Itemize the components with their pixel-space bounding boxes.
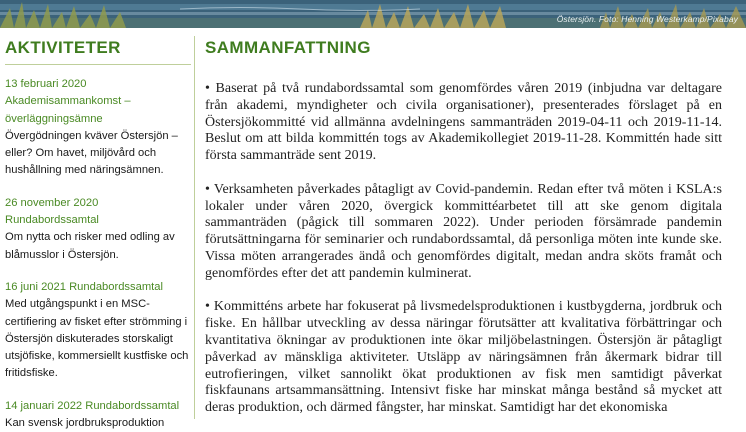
summary-point: • Baserat på två rundabordssamtal som genomfördes våren 2019 (inbjudna var deltagare från akademi, myndigheter och civila organisationer), presenterades förslaget på en Östersjökommitté vid allmänna avdelningens sammanträden 2019-04-11 och 2019-11-14. Beslut om att bilda kommittén togs av Akademikollegiet 2019-11-28. Kommittén hade sitt första sammanträde sent 2019. [205,81,722,164]
summary-heading: SAMMANFATTNING [205,38,371,57]
summary-points [205,81,722,417]
activities-heading: AKTIVITETER [5,38,191,65]
activity-item [5,398,191,432]
column-divider [194,36,195,419]
activity-description: Med utgångspunkt i en MSC-certifiering av fisket efter strömming i Östersjön diskuterades storskaligt utsjöfiske, kommersiellt kustfiske och fritidsfiske. [5,298,189,380]
photo-credit: Östersjön. Foto: Henning Westerkamp/Pixabay [556,14,738,24]
activity-description: Kan svensk jordbruksproduktion [5,417,165,430]
summary-column [205,38,722,419]
activity-item [5,195,191,264]
header-photo [0,0,746,28]
activity-title: 13 februari 2020 Akademisammankomst – överläggningsämne [5,78,131,125]
activity-description: Om nytta och risker med odling av blåmusslor i Östersjön. [5,231,175,261]
summary-point: • Verksamheten påverkades påtagligt av Covid-pandemin. Redan efter två möten i KSLA:s lokaler under våren 2020, övergick kommittéarbetet till att ske genom digitala sammanträden (pågick till sommaren 2022). Under perioden försämrade pandemin förutsättningarna för seminarier och rundabordssamtal, då personliga möten inte kunde ske. Vissa möten arrangerades ändå och genomfördes digitalt, medan andra sköts framåt och genomfördes efter det att pandemin kulminerat. [205,181,722,281]
activity-description: Övergödningen kväver Östersjön – eller? Om havet, miljövård och hushållning med näringsämnen. [5,129,178,177]
summary-point: • Kommitténs arbete har fokuserat på livsmedelsproduktionen i kustbygderna, jordbruk och fiske. En hållbar utveckling av dessa näringar förutsätter att kvalitativa förbättringar och kvantitativa ökningar av produktionen inte ökar miljöbelastningen. Östersjön är påtagligt påverkad av mänskliga aktiviteter. Utsläpp av näringsämnen från åkermark bidrar till eutrofieringen, vilket sannolikt ökat produktionen av fisk men samtidigt påverkat fiskfaunans artsammansättning. Intensivt fiske har minskat många bestånd så mycket att deras produktion, och därmed fångster, har minskat. Samtidigt har det ekonomiska [205,299,722,416]
activity-title: 14 januari 2022 Rundabordssamtal [5,399,180,412]
activities-column [5,38,191,430]
activity-title: 16 juni 2021 Rundabordssamtal [5,280,163,293]
activity-item [5,279,191,383]
activities-list [5,76,191,432]
activity-item [5,76,191,180]
activity-title: 26 november 2020 Rundabordssamtal [5,196,99,227]
